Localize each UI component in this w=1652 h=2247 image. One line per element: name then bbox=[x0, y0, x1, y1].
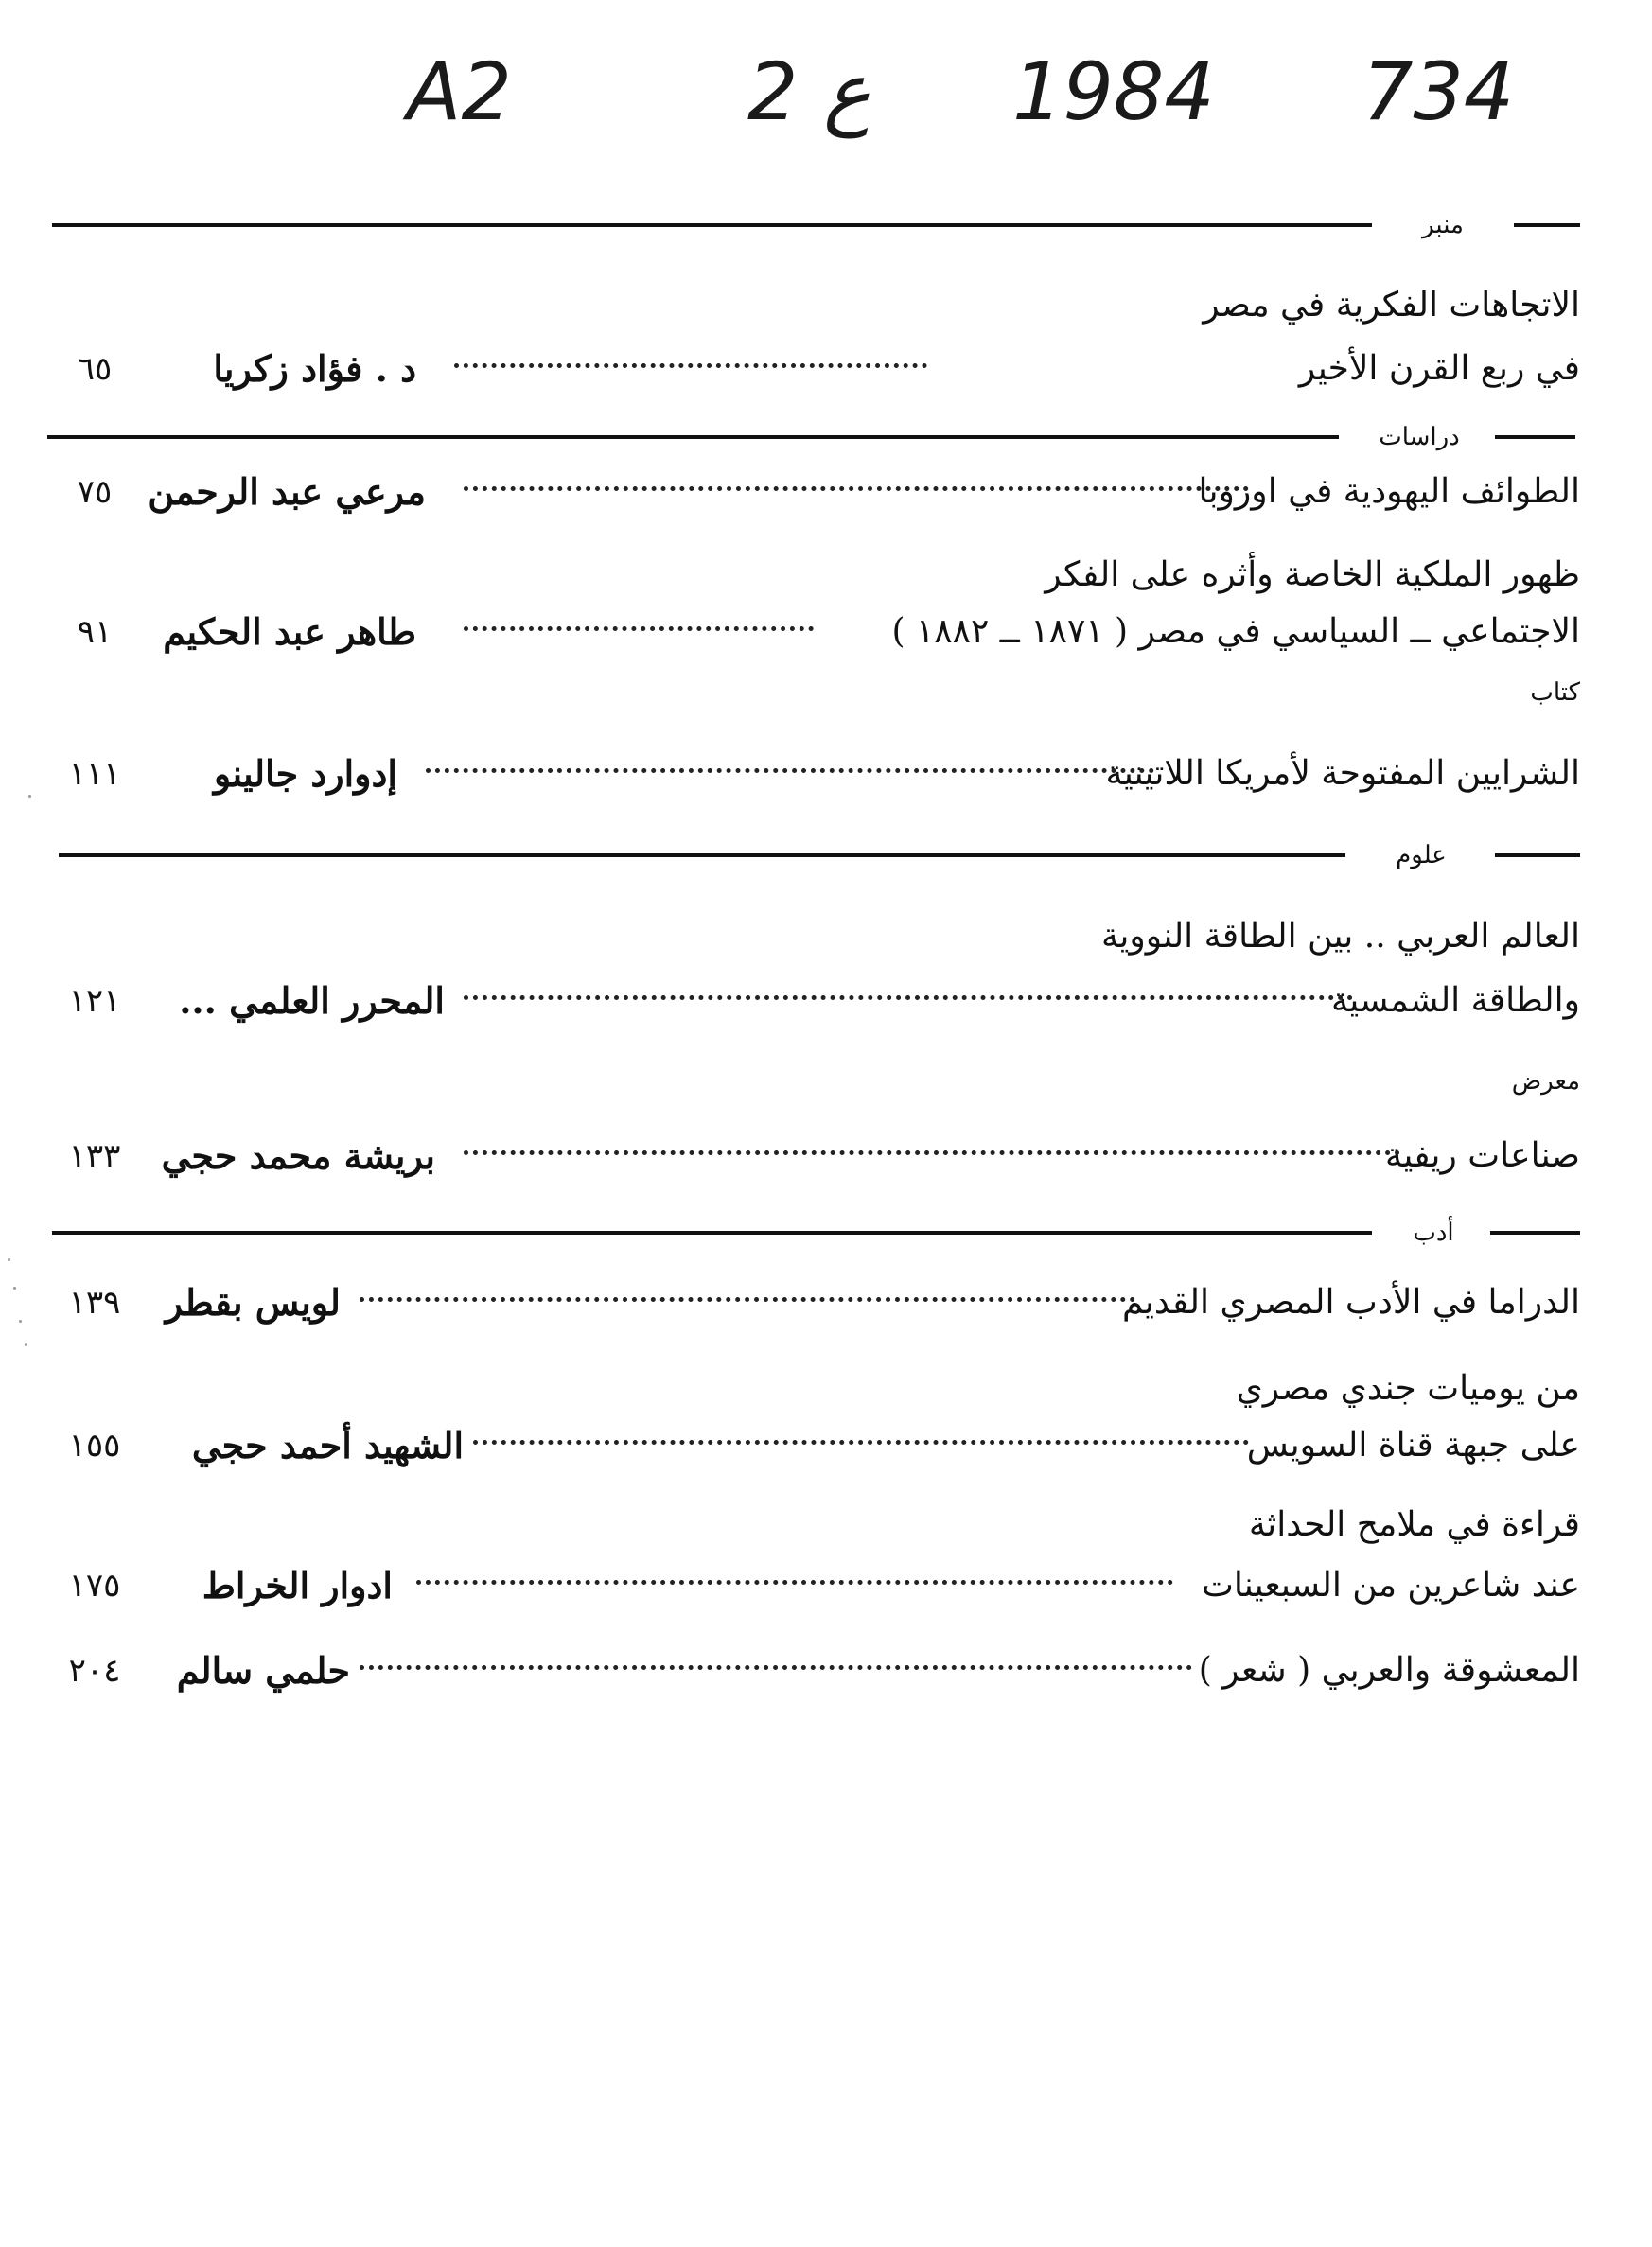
entry-author: مرعي عبد الرحمن bbox=[148, 470, 426, 513]
section-divider-literature bbox=[52, 1210, 1585, 1255]
subsection-label: كتاب bbox=[1530, 678, 1580, 707]
entry-title: الشرايين المفتوحة لأمريكا اللاتينية bbox=[1105, 754, 1580, 793]
entry-title: على جبهة قناة السويس bbox=[1246, 1426, 1580, 1465]
toc-entry[interactable] bbox=[47, 747, 1580, 800]
dot-leader bbox=[454, 348, 927, 368]
scan-speck bbox=[8, 1258, 10, 1261]
section-divider-studies bbox=[47, 414, 1580, 460]
entry-page: ١١١ bbox=[68, 755, 121, 793]
scan-speck bbox=[13, 1287, 16, 1290]
handwritten-number: 734 bbox=[1362, 45, 1515, 138]
entry-page: ١٧٥ bbox=[68, 1567, 121, 1605]
toc-line bbox=[47, 279, 1580, 332]
handwritten-issue: 2 ع bbox=[747, 45, 871, 138]
entry-page: ١٣٣ bbox=[68, 1137, 121, 1175]
toc-entry[interactable] bbox=[47, 974, 1580, 1027]
entry-title: الدراما في الأدب المصري القديم bbox=[1121, 1283, 1580, 1322]
toc-entry[interactable] bbox=[47, 465, 1580, 518]
section-label: علوم bbox=[1396, 841, 1447, 869]
entry-title: المعشوقة والعربي ( شعر ) bbox=[1198, 1651, 1580, 1690]
subsection-label: معرض bbox=[1511, 1067, 1580, 1096]
section-divider-sciences bbox=[59, 833, 1584, 878]
entry-author: إدوارد جالينو bbox=[213, 752, 397, 795]
handwritten-code: A2 bbox=[407, 45, 512, 138]
entry-page: ٩١ bbox=[77, 613, 113, 651]
entry-title: قراءة في ملامح الحداثة bbox=[1248, 1505, 1580, 1544]
entry-title: الاجتماعي ــ السياسي في مصر ( ١٨٧١ ــ ١٨٨٢ ) bbox=[891, 612, 1580, 651]
entry-author: لويس بقطر bbox=[165, 1281, 341, 1324]
entry-page: ١٣٩ bbox=[68, 1284, 121, 1322]
section-divider-minbar bbox=[52, 202, 1580, 248]
section-label: منبر bbox=[1422, 211, 1464, 239]
dot-leader bbox=[464, 980, 1353, 1000]
entry-title: والطاقة الشمسية bbox=[1331, 981, 1580, 1020]
entry-title: ظهور الملكية الخاصة وأثره على الفكر bbox=[1045, 555, 1580, 594]
scan-speck bbox=[28, 795, 31, 798]
toc-entry[interactable] bbox=[47, 342, 1580, 395]
scan-speck bbox=[19, 1320, 22, 1323]
entry-author: طاهر عبد الحكيم bbox=[163, 610, 416, 653]
entry-title: الاتجاهات الفكرية في مصر bbox=[1203, 286, 1580, 325]
section-label: دراسات bbox=[1379, 423, 1460, 451]
entry-page: ٦٥ bbox=[77, 350, 113, 388]
dot-leader bbox=[360, 1282, 1135, 1302]
toc-entry[interactable] bbox=[47, 1559, 1580, 1612]
toc-entry[interactable] bbox=[47, 1130, 1580, 1183]
entry-author: المحرر العلمي ... bbox=[179, 979, 445, 1022]
dot-leader bbox=[464, 471, 1249, 491]
toc-entry[interactable] bbox=[47, 1276, 1580, 1329]
entry-page: ١٥٥ bbox=[68, 1427, 121, 1465]
entry-title: عند شاعرين من السبعينات bbox=[1201, 1566, 1580, 1605]
toc-entry[interactable] bbox=[47, 606, 1580, 658]
entry-title: العالم العربي .. بين الطاقة النووية bbox=[1101, 917, 1580, 956]
entry-title: من يوميات جندي مصري bbox=[1236, 1369, 1580, 1408]
toc-entry[interactable] bbox=[47, 1644, 1580, 1697]
dot-leader bbox=[360, 1650, 1192, 1670]
entry-author: ادوار الخراط bbox=[202, 1564, 393, 1606]
entry-title: الطوائف اليهودية في اوروبا bbox=[1198, 472, 1580, 511]
toc-line bbox=[47, 549, 1580, 602]
section-label: أدب bbox=[1413, 1219, 1454, 1247]
entry-page: ٧٥ bbox=[77, 473, 113, 511]
entry-page: ١٢١ bbox=[68, 982, 121, 1020]
entry-author: الشهيد أحمد حجي bbox=[191, 1424, 464, 1466]
entry-author: حلمي سالم bbox=[176, 1649, 350, 1692]
toc-entry[interactable] bbox=[47, 1419, 1580, 1472]
entry-author: د . فؤاد زكريا bbox=[213, 347, 416, 390]
dot-leader bbox=[464, 1135, 1400, 1155]
entry-page: ٢٠٤ bbox=[68, 1652, 121, 1690]
dot-leader bbox=[464, 611, 814, 631]
dot-leader bbox=[426, 753, 1154, 773]
entry-author: بريشة محمد حجي bbox=[161, 1134, 435, 1177]
entry-title: صناعات ريفية bbox=[1385, 1136, 1580, 1175]
dot-leader bbox=[473, 1425, 1249, 1445]
handwritten-year: 1984 bbox=[1012, 45, 1215, 138]
scan-speck bbox=[25, 1343, 27, 1346]
toc-line bbox=[47, 1499, 1580, 1552]
toc-line bbox=[47, 910, 1580, 963]
toc-line bbox=[47, 1362, 1580, 1415]
entry-title: في ربع القرن الأخير bbox=[1298, 349, 1580, 388]
dot-leader bbox=[416, 1565, 1173, 1585]
